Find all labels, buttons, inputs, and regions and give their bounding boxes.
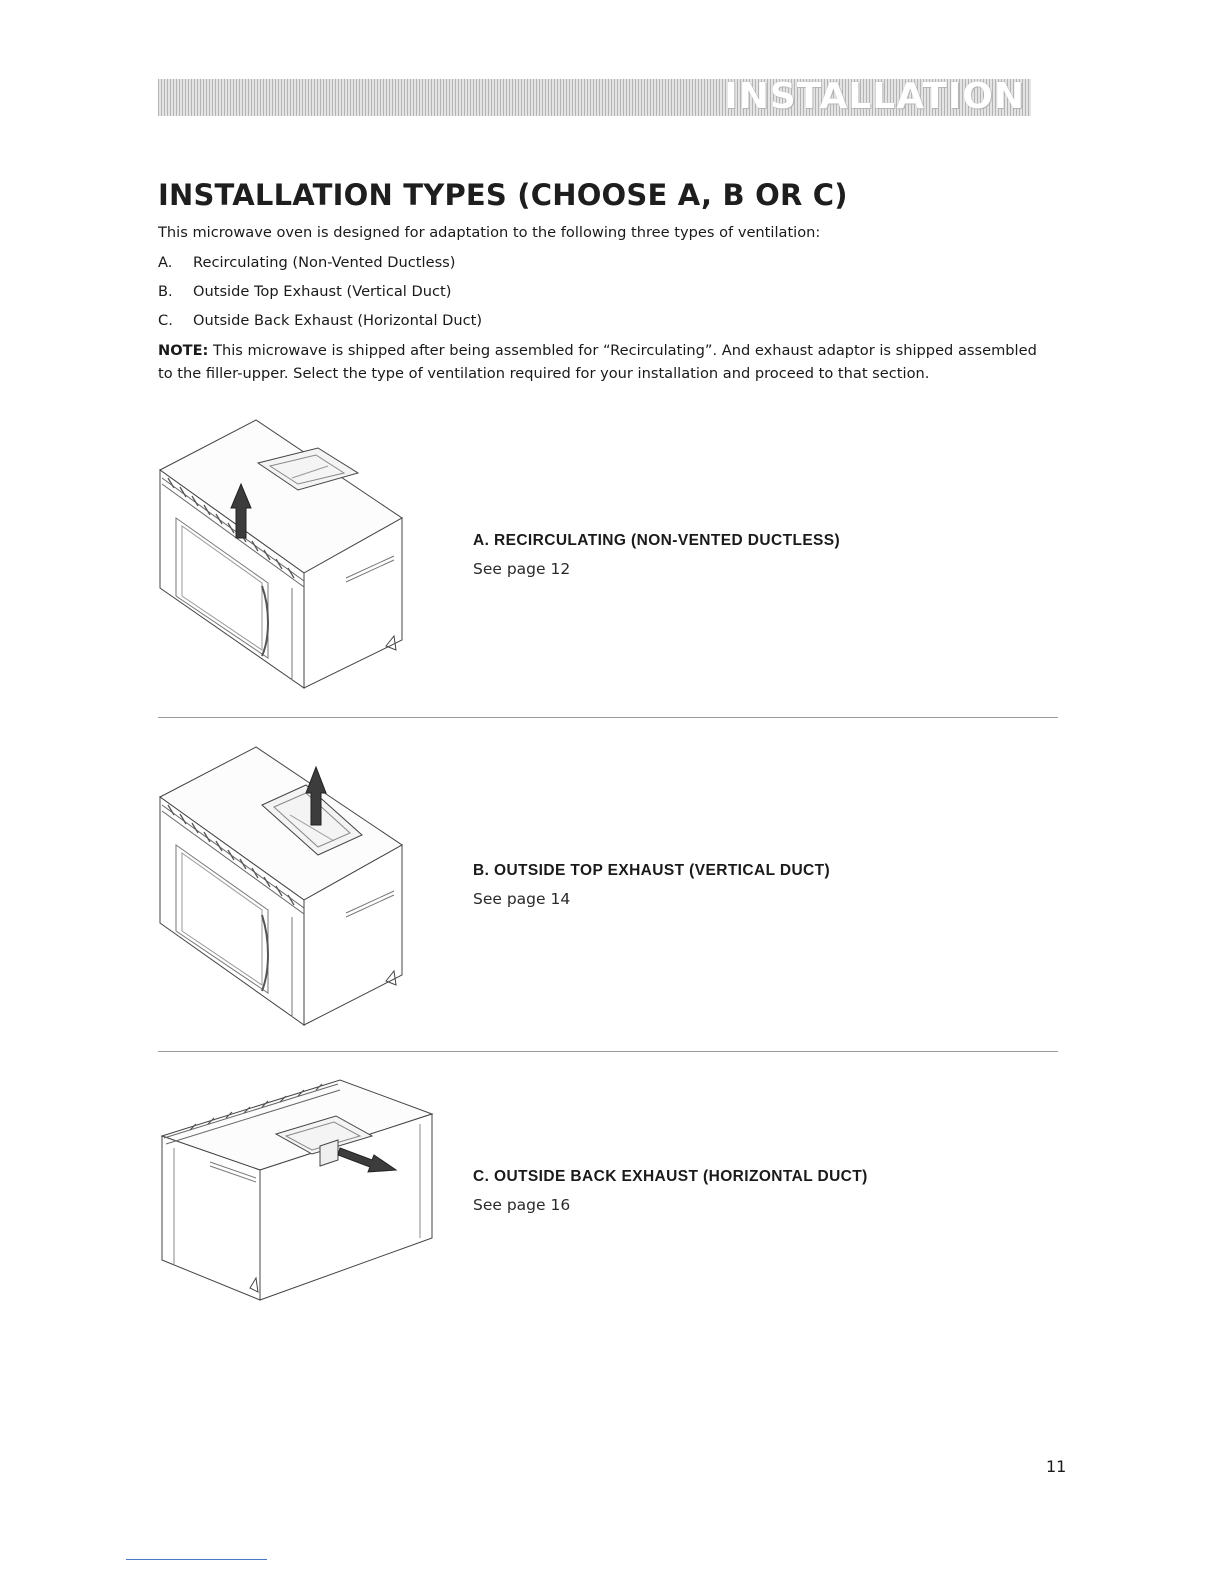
list-marker: A. bbox=[158, 254, 173, 271]
note-text: This microwave is shipped after being assembled for “Recirculating”. And exhaust adaptor is shipped assembled to the filler-upper. Select the type of ventilation required for your installation and proceed to that section. bbox=[158, 342, 1037, 382]
microwave-illustration bbox=[160, 1078, 435, 1303]
page-number: 11 bbox=[1046, 1457, 1067, 1476]
option-a-title: A. RECIRCULATING (NON-VENTED DUCTLESS) bbox=[473, 532, 841, 549]
list-marker: B. bbox=[158, 283, 173, 300]
list-marker: C. bbox=[158, 312, 173, 329]
figure-recirculating bbox=[158, 418, 408, 693]
intro-text: This microwave oven is designed for adaptation to the following three types of ventilation: bbox=[158, 224, 821, 241]
divider bbox=[158, 1051, 1058, 1052]
ventilation-types-list bbox=[158, 253, 482, 340]
note-label: NOTE: bbox=[158, 342, 209, 359]
section-banner bbox=[158, 76, 1031, 117]
list-item bbox=[158, 282, 482, 311]
microwave-illustration bbox=[158, 745, 408, 1027]
note-paragraph bbox=[158, 339, 1048, 385]
option-b-title: B. OUTSIDE TOP EXHAUST (VERTICAL DUCT) bbox=[473, 862, 831, 879]
banner-title: INSTALLATION bbox=[724, 76, 1025, 117]
list-item bbox=[158, 253, 482, 282]
figure-top-exhaust bbox=[158, 745, 408, 1027]
list-item bbox=[158, 311, 482, 340]
option-c-page-ref: See page 16 bbox=[473, 1196, 571, 1214]
footer-line bbox=[126, 1559, 267, 1560]
option-c-title: C. OUTSIDE BACK EXHAUST (HORIZONTAL DUCT) bbox=[473, 1168, 868, 1185]
option-a-page-ref: See page 12 bbox=[473, 560, 571, 578]
option-b-page-ref: See page 14 bbox=[473, 890, 571, 908]
list-item-text: Outside Back Exhaust (Horizontal Duct) bbox=[193, 312, 483, 329]
page-title: INSTALLATION TYPES (CHOOSE A, B OR C) bbox=[158, 178, 848, 212]
divider bbox=[158, 717, 1058, 718]
figure-back-exhaust bbox=[160, 1078, 435, 1303]
microwave-illustration bbox=[158, 418, 408, 693]
list-item-text: Recirculating (Non-Vented Ductless) bbox=[193, 254, 456, 271]
list-item-text: Outside Top Exhaust (Vertical Duct) bbox=[193, 283, 452, 300]
